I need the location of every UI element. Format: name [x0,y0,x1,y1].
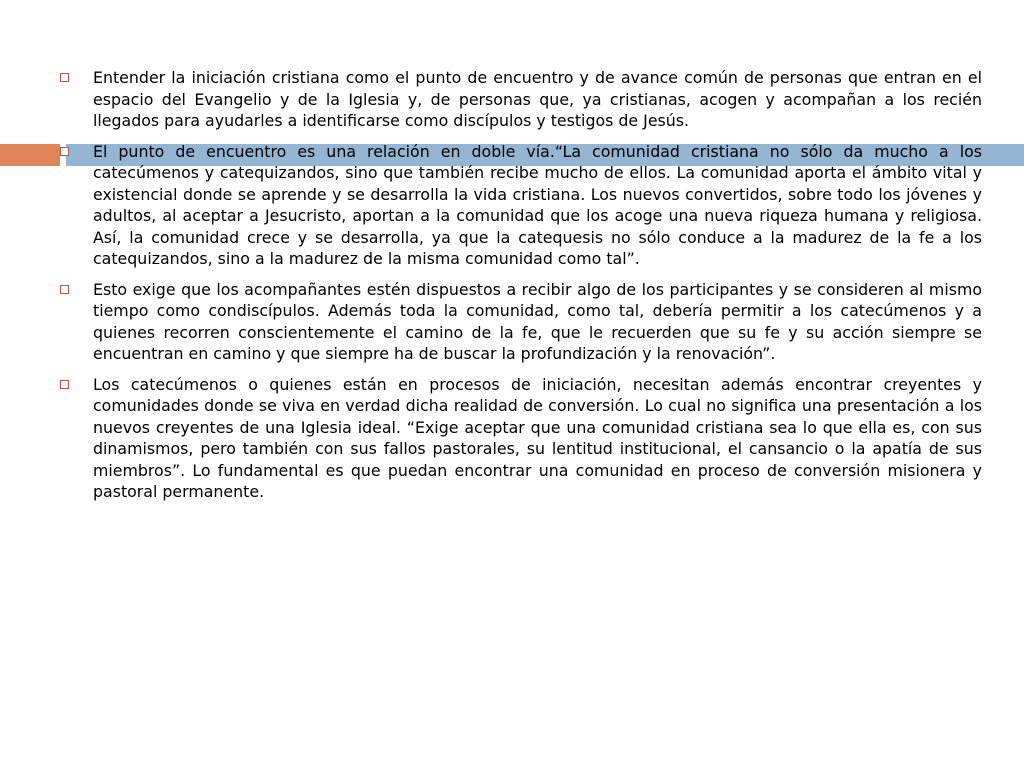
bullet-item [60,374,982,503]
bullet-text: Los catecúmenos o quienes están en procesos de iniciación, necesitan además encontrar creyentes y comunidades donde se viva en verdad dicha realidad de conversión. Lo cual no significa una presentación a los nuevos creyentes de una Iglesia ideal. “Exige aceptar que una comunidad cristiana sea lo que ella es, con sus dinamismos, pero también con sus fallos pastorales, su lentitud institucional, el cansancio o la apatía de sus miembros”. Lo fundamental es que puedan encontrar una comunidad en proceso de conversión misionera y pastoral permanente. [93,374,982,501]
square-bullet-icon [60,73,69,82]
bullet-text: El punto de encuentro es una relación en doble vía.“La comunidad cristiana no sólo da mucho a los catecúmenos y catequizandos, sino que también recibe mucho de ellos. La comunidad aporta el ámbito vital y existencial donde se aprende y se desarrolla la vida cristiana. Los nuevos convertidos, sobre todo los jóvenes y adultos, al aceptar a Jesucristo, aportan a la comunidad que los acoge una nueva riqueza humana y religiosa. Así, la comunidad crece y se desarrolla, ya que la catequesis no sólo conduce a la madurez de la fe a los catequizandos, sino a la madurez de la misma comunidad como tal”. [93,141,982,268]
accent-bar-orange [0,144,60,166]
bullet-item [60,67,982,132]
square-bullet-icon [60,380,69,389]
bullet-item [60,141,982,270]
bullet-text: Entender la iniciación cristiana como el punto de encuentro y de avance común de personas que entran en el espacio del Evangelio y de la Iglesia y, de personas que, ya cristianas, acogen y acompañan a los recién llegados para ayudarles a identificarse como discípulos y testigos de Jesús. [93,68,982,130]
slide-content [60,67,982,512]
bullet-item [60,279,982,365]
bullet-text: Esto exige que los acompañantes estén dispuestos a recibir algo de los participantes y se consideren al mismo tiempo como condiscípulos. Además toda la comunidad, como tal, debería permitir a los catecúmenos y a quienes recorren conscientemente el camino de la fe, que le recuerden que su fe y su acción siempre se encuentran en camino y que siempre ha de buscar la profundización y la renovación”. [93,279,982,363]
square-bullet-icon [60,285,69,294]
square-bullet-icon [60,147,69,156]
